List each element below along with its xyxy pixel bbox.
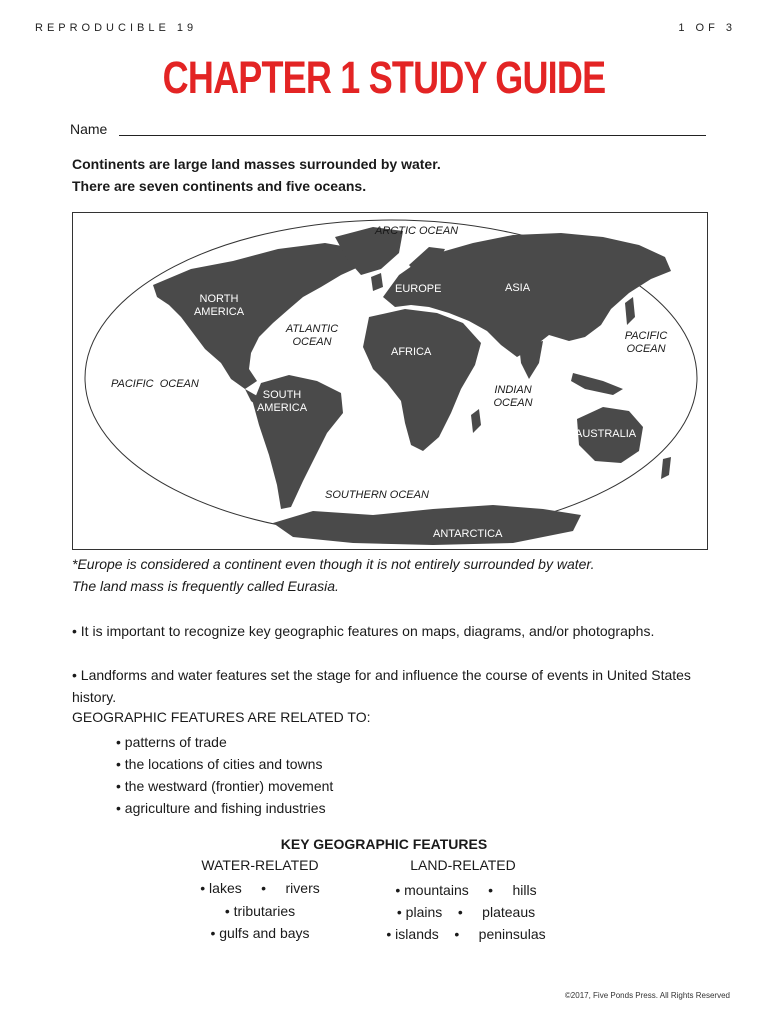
- land-row: • islands • peninsulas: [386, 926, 546, 942]
- label-southern-ocean: SOUTHERN OCEAN: [325, 489, 429, 501]
- world-map: [72, 212, 708, 550]
- europe-note-line-2: The land mass is frequently called Eurasia.: [72, 578, 339, 594]
- label-asia: ASIA: [505, 282, 531, 294]
- name-input-line[interactable]: [119, 135, 706, 136]
- related-heading: GEOGRAPHIC FEATURES ARE RELATED TO:: [72, 709, 371, 725]
- label-atlantic-ocean: ATLANTIC OCEAN: [285, 323, 339, 348]
- intro-line-2: There are seven continents and five oceans.: [72, 178, 367, 194]
- label-pacific-ocean-right: PACIFIC OCEAN: [624, 330, 668, 355]
- water-row: • lakes • rivers: [200, 880, 320, 896]
- name-field[interactable]: [70, 121, 706, 139]
- list-item: • agriculture and fishing industries: [116, 800, 326, 816]
- label-africa: AFRICA: [391, 346, 432, 358]
- paragraph-key-features: • It is important to recognize key geographic features on maps, diagrams, and/or photographs.: [72, 623, 655, 639]
- list-item: • the westward (frontier) movement: [116, 778, 334, 794]
- label-south-america: SOUTH AMERICA: [256, 389, 308, 414]
- land-row: • plains • plateaus: [396, 904, 536, 920]
- related-list: [116, 731, 333, 819]
- paragraph-landforms: • Landforms and water features set the stage for and influence the course of events in United States history.: [72, 667, 691, 705]
- page-title: CHAPTER 1 STUDY GUIDE: [162, 52, 606, 103]
- water-row: • tributaries: [224, 903, 296, 919]
- copyright-footer: ©2017, Five Ponds Press. All Rights Reserved: [564, 991, 730, 1000]
- label-north-america: NORTH AMERICA: [193, 293, 245, 318]
- label-australia: AUSTRALIA: [575, 428, 637, 440]
- header-left: REPRODUCIBLE 19: [35, 22, 198, 34]
- page-counter: 1 OF 3: [678, 22, 736, 34]
- name-label: Name: [70, 121, 108, 137]
- water-row: • gulfs and bays: [210, 925, 310, 941]
- new-zealand-shape: [661, 457, 671, 479]
- list-item: • the locations of cities and towns: [116, 756, 323, 772]
- intro-line-1: Continents are large land masses surrounded by water.: [72, 156, 441, 172]
- label-indian-ocean: INDIAN OCEAN: [493, 384, 533, 409]
- water-related-heading: WATER-RELATED: [201, 857, 319, 873]
- label-arctic-ocean: ARCTIC OCEAN: [375, 225, 459, 237]
- list-item: • patterns of trade: [116, 734, 227, 750]
- label-europe: EUROPE: [395, 283, 442, 295]
- europe-note-line-1: *Europe is considered a continent even though it is not entirely surrounded by water.: [72, 556, 595, 572]
- land-row: • mountains • hills: [395, 882, 537, 898]
- land-related-heading: LAND-RELATED: [410, 857, 516, 873]
- label-pacific-ocean-left: PACIFIC OCEAN: [111, 378, 199, 390]
- label-antarctica: ANTARCTICA: [433, 528, 503, 540]
- key-features-title: KEY GEOGRAPHIC FEATURES: [280, 836, 488, 852]
